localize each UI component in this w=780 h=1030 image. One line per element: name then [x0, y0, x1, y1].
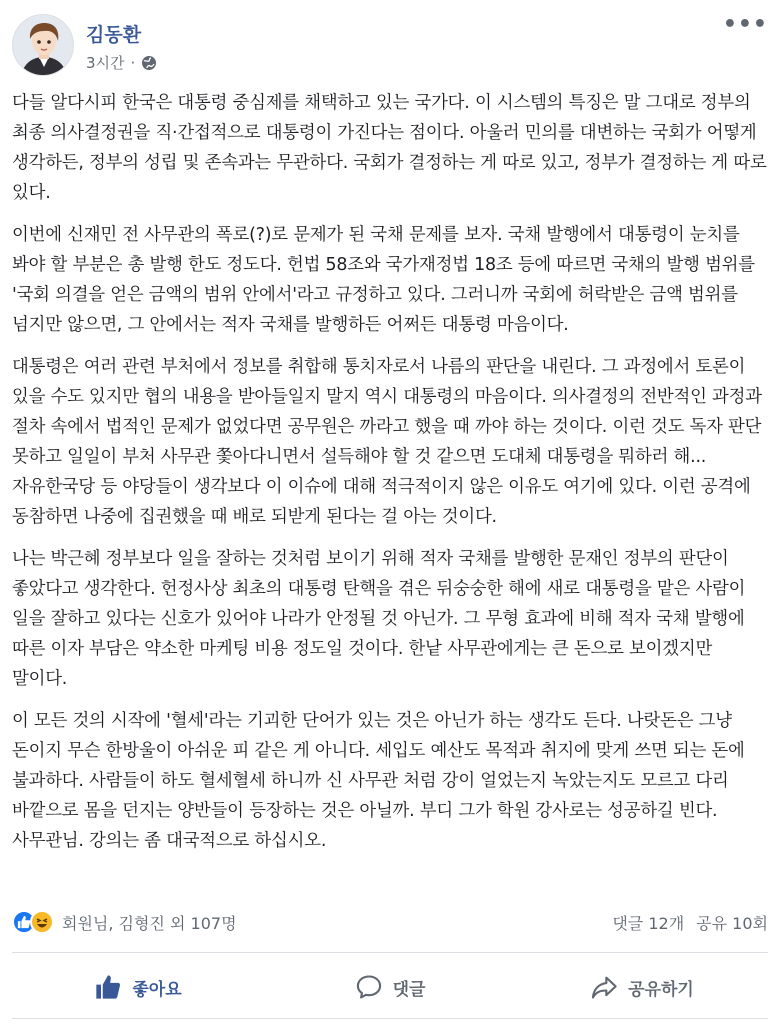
post-meta [86, 52, 157, 73]
post-paragraph-2: 이번에 신재민 전 사무관의 폭로(?)로 문제가 된 국채 문제를 보자. 국채 발행에서 대통령이 눈치를 봐야 할 부분은 총 발행 한도 정도다. 헌법 58조와 국가재정법 18조 등에 따르면 국채의 발행 범위를 '국회 의결을 얻은 금액의 범위 안에서'라고 규정하고 있다. 그러니까 국회에 허락받은 금액 범위를 넘지만 않으면, 그 안에서는 적자 국채를 발행하든 어쩌든 대통령 마음이다. [12, 225, 755, 335]
haha-icon [30, 910, 54, 934]
post-stats [12, 904, 768, 940]
reactions-text: 회원님, 김형진 외 107명 [62, 913, 237, 933]
more-options-icon[interactable]: ••• [722, 12, 768, 37]
reaction-icons [12, 910, 54, 934]
comment-button[interactable] [264, 962, 516, 1012]
post-actions [12, 962, 768, 1012]
post-time[interactable]: 3시간 [86, 54, 125, 72]
avatar-illustration-icon [13, 15, 74, 76]
like-label: 좋아요 [132, 979, 182, 1000]
meta-separator: · [130, 53, 136, 72]
globe-icon[interactable] [141, 55, 157, 71]
stats-divider [12, 952, 768, 953]
share-count[interactable]: 공유 10회 [696, 913, 768, 933]
thumbs-up-icon [94, 973, 122, 1001]
share-label: 공유하기 [628, 979, 694, 1000]
comment-label: 댓글 [392, 979, 426, 1000]
author-avatar[interactable] [12, 14, 74, 76]
post-paragraph-1: 다들 알다시피 한국은 대통령 중심제를 채택하고 있는 국가다. 이 시스템의 특징은 말 그대로 정부의 최종 의사결정권을 직·간접적으로 대통령이 가진다는 점이다. 아울러 민의를 대변하는 국회가 어떻게 생각하든, 정부의 성립 및 존속과는 무관하다. 국회가 결정하는 게 따로 있고, 정부가 결정하는 게 따로 있다. [12, 93, 767, 203]
comment-icon [355, 973, 383, 1001]
engagement-counts [612, 911, 768, 934]
author-name[interactable]: 김동환 [86, 24, 142, 46]
post-body [12, 88, 768, 868]
bottom-divider [12, 1018, 768, 1019]
share-button[interactable] [516, 962, 768, 1012]
post-paragraph-3: 대통령은 여러 관련 부처에서 정보를 취합해 통치자로서 나름의 판단을 내린다. 그 과정에서 토론이 있을 수도 있지만 협의 내용을 받아들일지 말지 역시 대통령의 마음이다. 의사결정의 전반적인 과정과 절차 속에서 법적인 문제가 없었다면 공무원은 까라고 했을 때 까야 하는 것이다. 이런 것도 독자 판단 못하고 일일이 부처 사무관 쫓아다니면서 설득해야 할 것 같으면 도대체 대통령을 뭐하러 해... 자유한국당 등 야당들이 생각보다 이 이슈에 대해 적극적이지 않은 이유도 여기에 있다. 이런 공격에 동참하면 나중에 집권했을 때 배로 되받게 된다는 걸 아는 것이다. [12, 357, 762, 527]
post-paragraph-4: 나는 박근혜 정부보다 일을 잘하는 것처럼 보이기 위해 적자 국채를 발행한 문재인 정부의 판단이 좋았다고 생각한다. 헌정사상 최초의 대통령 탄핵을 겪은 뒤숭숭한 해에 새로 대통령을 맡은 사람이 일을 잘하고 있다는 신호가 있어야 나라가 안정될 것 아닌가. 그 무형 효과에 비해 적자 국채 발행에 따른 이자 부담은 약소한 마케팅 비용 정도일 것이다. 한낱 사무관에게는 큰 돈으로 보이겠지만 말이다. [12, 549, 746, 689]
comment-count[interactable]: 댓글 12개 [612, 913, 685, 933]
post-header [12, 14, 768, 76]
like-button[interactable] [12, 962, 264, 1012]
share-arrow-icon [590, 973, 618, 1001]
post-paragraph-5: 이 모든 것의 시작에 '혈세'라는 기괴한 단어가 있는 것은 아닌가 하는 생각도 든다. 나랏돈은 그냥 돈이지 무슨 한방울이 아쉬운 피 같은 게 아니다. 세입도 예산도 목적과 취지에 맞게 쓰면 되는 돈에 불과하다. 사람들이 하도 혈세혈세 하니까 신 사무관 처럼 강이 얼었는지 녹았는지도 모르고 다리 바깥으로 몸을 던지는 양반들이 등장하는 것은 아닐까. 부디 그가 학원 강사로는 성공하길 빈다. 사무관님. 강의는 좀 대국적으로 하십시오. [12, 711, 745, 851]
reactions-summary[interactable] [12, 910, 237, 934]
